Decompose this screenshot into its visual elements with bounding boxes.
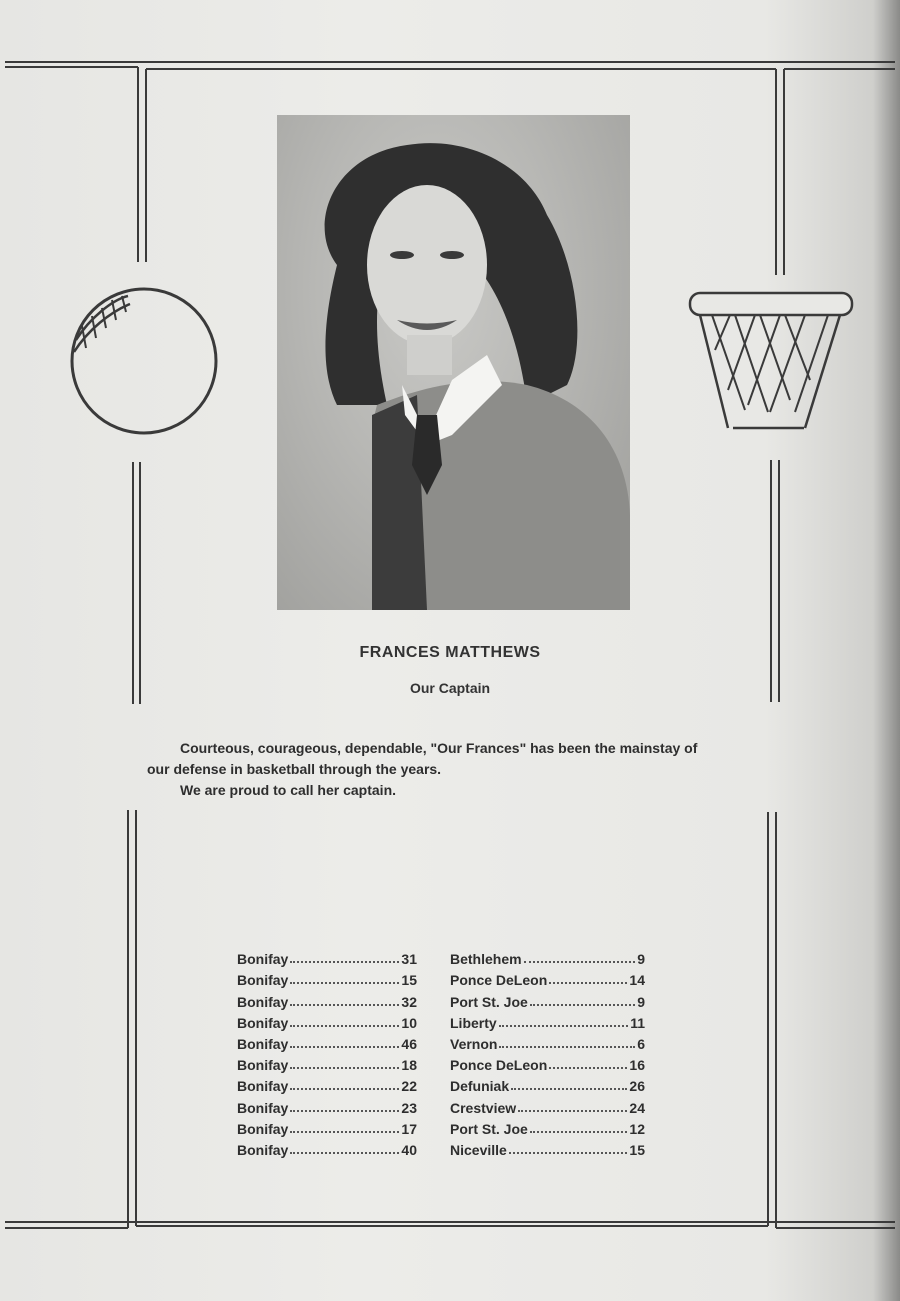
home-score: 40 (401, 1141, 417, 1158)
score-row (237, 1073, 645, 1094)
opponent-score: 24 (629, 1099, 645, 1116)
home-score: 32 (401, 993, 417, 1010)
home-result (237, 1010, 417, 1031)
opponent-result (450, 1137, 645, 1158)
home-result (237, 1137, 417, 1158)
opponent-result (450, 1073, 645, 1094)
score-row (237, 1031, 645, 1052)
opponent-result (450, 1031, 645, 1052)
score-row (237, 988, 645, 1009)
leader-dots (290, 1025, 399, 1027)
home-team: Bonifay (237, 1014, 289, 1031)
opponent-team: Vernon (450, 1035, 498, 1052)
opponent-team: Bethlehem (450, 951, 522, 968)
score-row (237, 1137, 645, 1158)
leader-dots (290, 1131, 399, 1133)
opponent-result (450, 988, 645, 1009)
leader-dots (499, 1046, 635, 1048)
home-team: Bonifay (237, 972, 289, 989)
opponent-score: 12 (629, 1120, 645, 1137)
opponent-team: Liberty (450, 1014, 497, 1031)
leader-dots (499, 1025, 629, 1027)
home-result (237, 967, 417, 988)
opponent-team: Port St. Joe (450, 993, 528, 1010)
home-team: Bonifay (237, 1057, 289, 1074)
opponent-score: 6 (637, 1035, 645, 1052)
opponent-score: 9 (637, 993, 645, 1010)
home-result (237, 1073, 417, 1094)
leader-dots (290, 1110, 399, 1112)
leader-dots (524, 961, 636, 963)
season-scores-table (237, 946, 645, 1158)
opponent-team: Ponce DeLeon (450, 1057, 548, 1074)
leader-dots (290, 982, 399, 984)
opponent-team: Niceville (450, 1141, 507, 1158)
score-row (237, 1116, 645, 1137)
home-score: 10 (401, 1014, 417, 1031)
home-score: 18 (401, 1057, 417, 1074)
basketball-icon (72, 289, 216, 433)
tribute-line-3: We are proud to call her captain. (180, 782, 397, 798)
opponent-team: Port St. Joe (450, 1120, 528, 1137)
tribute-paragraph (147, 738, 762, 801)
home-team: Bonifay (237, 1141, 289, 1158)
opponent-score: 14 (629, 972, 645, 989)
opponent-score: 15 (629, 1141, 645, 1158)
home-result (237, 1094, 417, 1115)
opponent-score: 9 (637, 951, 645, 968)
tribute-line-2: our defense in basketball through the years. (147, 761, 442, 777)
home-team: Bonifay (237, 993, 289, 1010)
home-score: 17 (401, 1120, 417, 1137)
score-row (237, 946, 645, 967)
score-row (237, 1010, 645, 1031)
home-score: 31 (401, 951, 417, 968)
opponent-team: Defuniak (450, 1078, 510, 1095)
home-team: Bonifay (237, 1035, 289, 1052)
opponent-team: Ponce DeLeon (450, 972, 548, 989)
home-result (237, 1052, 417, 1073)
opponent-score: 16 (629, 1057, 645, 1074)
opponent-score: 11 (630, 1014, 645, 1031)
home-result (237, 1116, 417, 1137)
basketball-hoop-icon (690, 293, 852, 428)
score-row (237, 1052, 645, 1073)
leader-dots (290, 1046, 399, 1048)
home-team: Bonifay (237, 1099, 289, 1116)
score-row (237, 967, 645, 988)
opponent-score: 26 (629, 1078, 645, 1095)
home-score: 15 (401, 972, 417, 989)
leader-dots (530, 1004, 635, 1006)
player-name: FRANCES MATTHEWS (359, 644, 541, 661)
home-team: Bonifay (237, 1078, 289, 1095)
home-score: 22 (401, 1078, 417, 1095)
home-result (237, 988, 417, 1009)
home-score: 23 (401, 1099, 417, 1116)
home-team: Bonifay (237, 1120, 289, 1137)
opponent-result (450, 1116, 645, 1137)
leader-dots (290, 1152, 399, 1154)
leader-dots (290, 1088, 399, 1090)
opponent-result (450, 1052, 645, 1073)
tribute-line-1: Courteous, courageous, dependable, "Our Frances" has been the mainstay of (180, 740, 698, 756)
leader-dots (511, 1088, 627, 1090)
home-result (237, 946, 417, 967)
leader-dots (518, 1110, 627, 1112)
home-result (237, 1031, 417, 1052)
score-row (237, 1094, 645, 1115)
leader-dots (509, 1152, 628, 1154)
home-score: 46 (401, 1035, 417, 1052)
leader-dots (549, 982, 627, 984)
player-title: Our Captain (409, 680, 491, 696)
leader-dots (530, 1131, 628, 1133)
opponent-result (450, 946, 645, 967)
captain-portrait-photo (277, 115, 630, 610)
leader-dots (290, 961, 399, 963)
portrait-illustration (277, 115, 630, 610)
leader-dots (290, 1067, 399, 1069)
opponent-team: Crestview (450, 1099, 517, 1116)
leader-dots (290, 1004, 399, 1006)
opponent-result (450, 1010, 645, 1031)
opponent-result (450, 1094, 645, 1115)
home-team: Bonifay (237, 951, 289, 968)
opponent-result (450, 967, 645, 988)
leader-dots (549, 1067, 627, 1069)
